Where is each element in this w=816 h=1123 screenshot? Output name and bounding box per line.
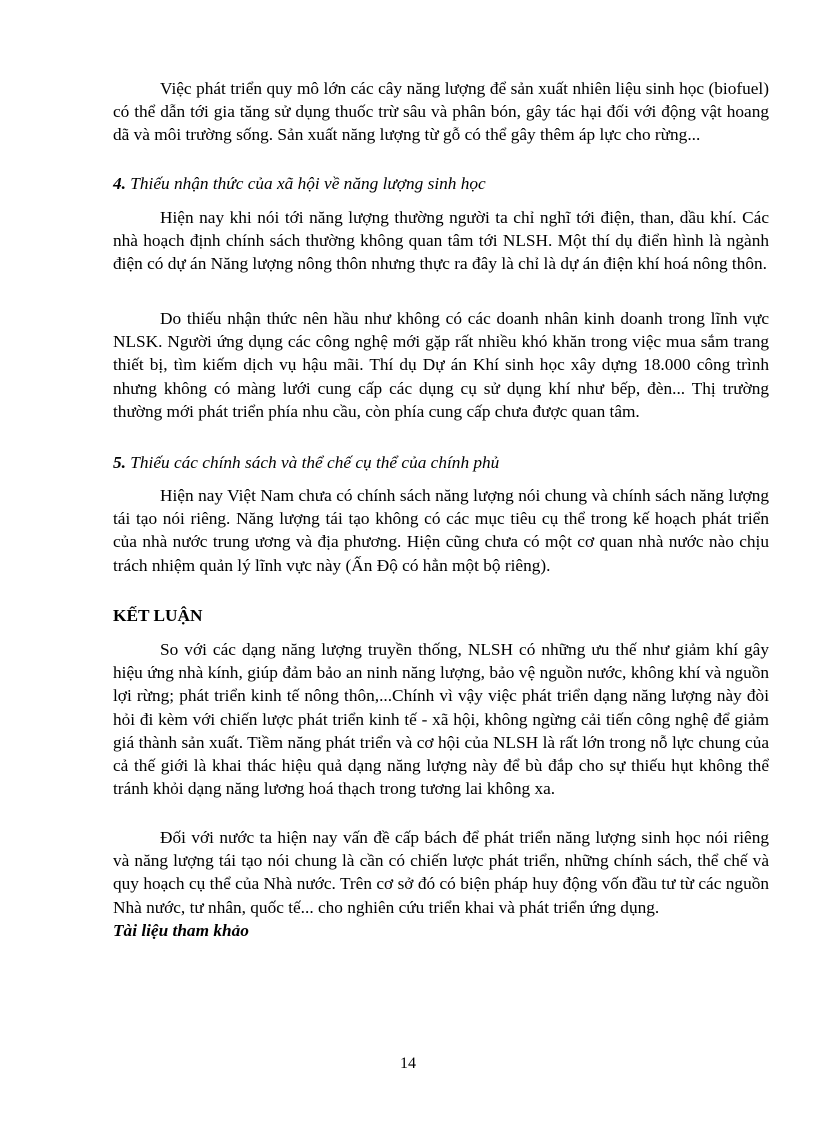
section-heading-5-number: 5. (113, 453, 126, 472)
conclusion-heading: KẾT LUẬN (113, 606, 203, 625)
section-heading-4-number: 4. (113, 174, 126, 193)
section-heading-5-text: Thiếu các chính sách và thể chế cụ thể của chính phủ (125, 453, 500, 472)
paragraph-awareness: Hiện nay khi nói tới năng lượng thường người ta chỉ nghĩ tới điện, than, dầu khí. Các nhà hoạch định chính sách thường không quan tâm tới NLSH. Một thí dụ điển hình là ngành điện có dự án Năng lượng nông thôn nhưng thực ra đây là chỉ là dự án điện khí hoá nông thôn. (113, 208, 769, 274)
paragraph-recommendation: Đối với nước ta hiện nay vấn đề cấp bách để phát triển năng lượng sinh học nói riêng và năng lượng tái tạo nói chung là cần có chiến lược phát triển, những chính sách, thể chế và quy hoạch cụ thể của Nhà nước. Trên cơ sở đó có biện pháp huy động vốn đầu tư từ các nguồn Nhà nước, tư nhân, quốc tế... cho nghiên cứu triển khai và phát triển ứng dụng. (113, 828, 769, 917)
section-heading-4 (113, 172, 769, 195)
paragraph-conclusion: So với các dạng năng lượng truyền thống, NLSH có những ưu thế như giảm khí gây hiệu ứng nhà kính, giúp đảm bảo an ninh năng lượng, bảo vệ nguồn nước, không khí và nguồn lợi rừng; phát triển kinh tế nông thôn,...Chính vì vậy việc phát triển dạng năng lượng này đòi hỏi đi kèm với chiến lược phát triển kinh tế - xã hội, không ngừng cải tiến công nghệ để giảm giá thành sản xuất. Tiềm năng phát triển và cơ hội của NLSH là rất lớn trong nỗ lực chung của cả thế giới là khai thác hiệu quả dạng năng lượng này để bù đắp cho sự thiếu hụt không thể tránh khỏi dạng năng lương hoá thạch trong tương lai không xa. (113, 640, 769, 799)
section-heading-5 (113, 451, 769, 474)
references-heading: Tài liệu tham khảo (113, 921, 249, 940)
paragraph-biofuel-risks: Việc phát triển quy mô lớn các cây năng lượng để sản xuất nhiên liệu sinh học (biofuel) có thể dẫn tới gia tăng sử dụng thuốc trừ sâu và phân bón, gây tác hại đối với động vật hoang dã và môi trường sống. Sản xuất năng lượng từ gỗ có thể gây thêm áp lực cho rừng... (113, 79, 769, 145)
paragraph-business: Do thiếu nhận thức nên hầu như không có các doanh nhân kinh doanh trong lĩnh vực NLSK. Người ứng dụng các công nghệ mới gặp rất nhiều khó khăn trong việc mua sắm trang thiết bị, tìm kiếm dịch vụ hậu mãi. Thí dụ Dự án Khí sinh học xây dựng 18.000 công trình nhưng không có màng lưới cung cấp các dụng cụ sử dụng khí như bếp, đèn... Thị trường thường mới phát triển phía nhu cầu, còn phía cung cấp chưa được quan tâm. (113, 309, 769, 421)
paragraph-policy: Hiện nay Việt Nam chưa có chính sách năng lượng nói chung và chính sách năng lượng tái tạo nói riêng. Năng lượng tái tạo không có các mục tiêu cụ thể trong kế hoạch phát triển của nhà nước trung ương và địa phương. Hiện cũng chưa có một cơ quan nhà nước nào chịu trách nhiệm quản lý lĩnh vực này (Ấn Độ có hẳn một bộ riêng). (113, 486, 769, 575)
section-heading-4-text: Thiếu nhận thức của xã hội về năng lượng sinh học (125, 174, 486, 193)
page-number: 14 (400, 1055, 416, 1072)
